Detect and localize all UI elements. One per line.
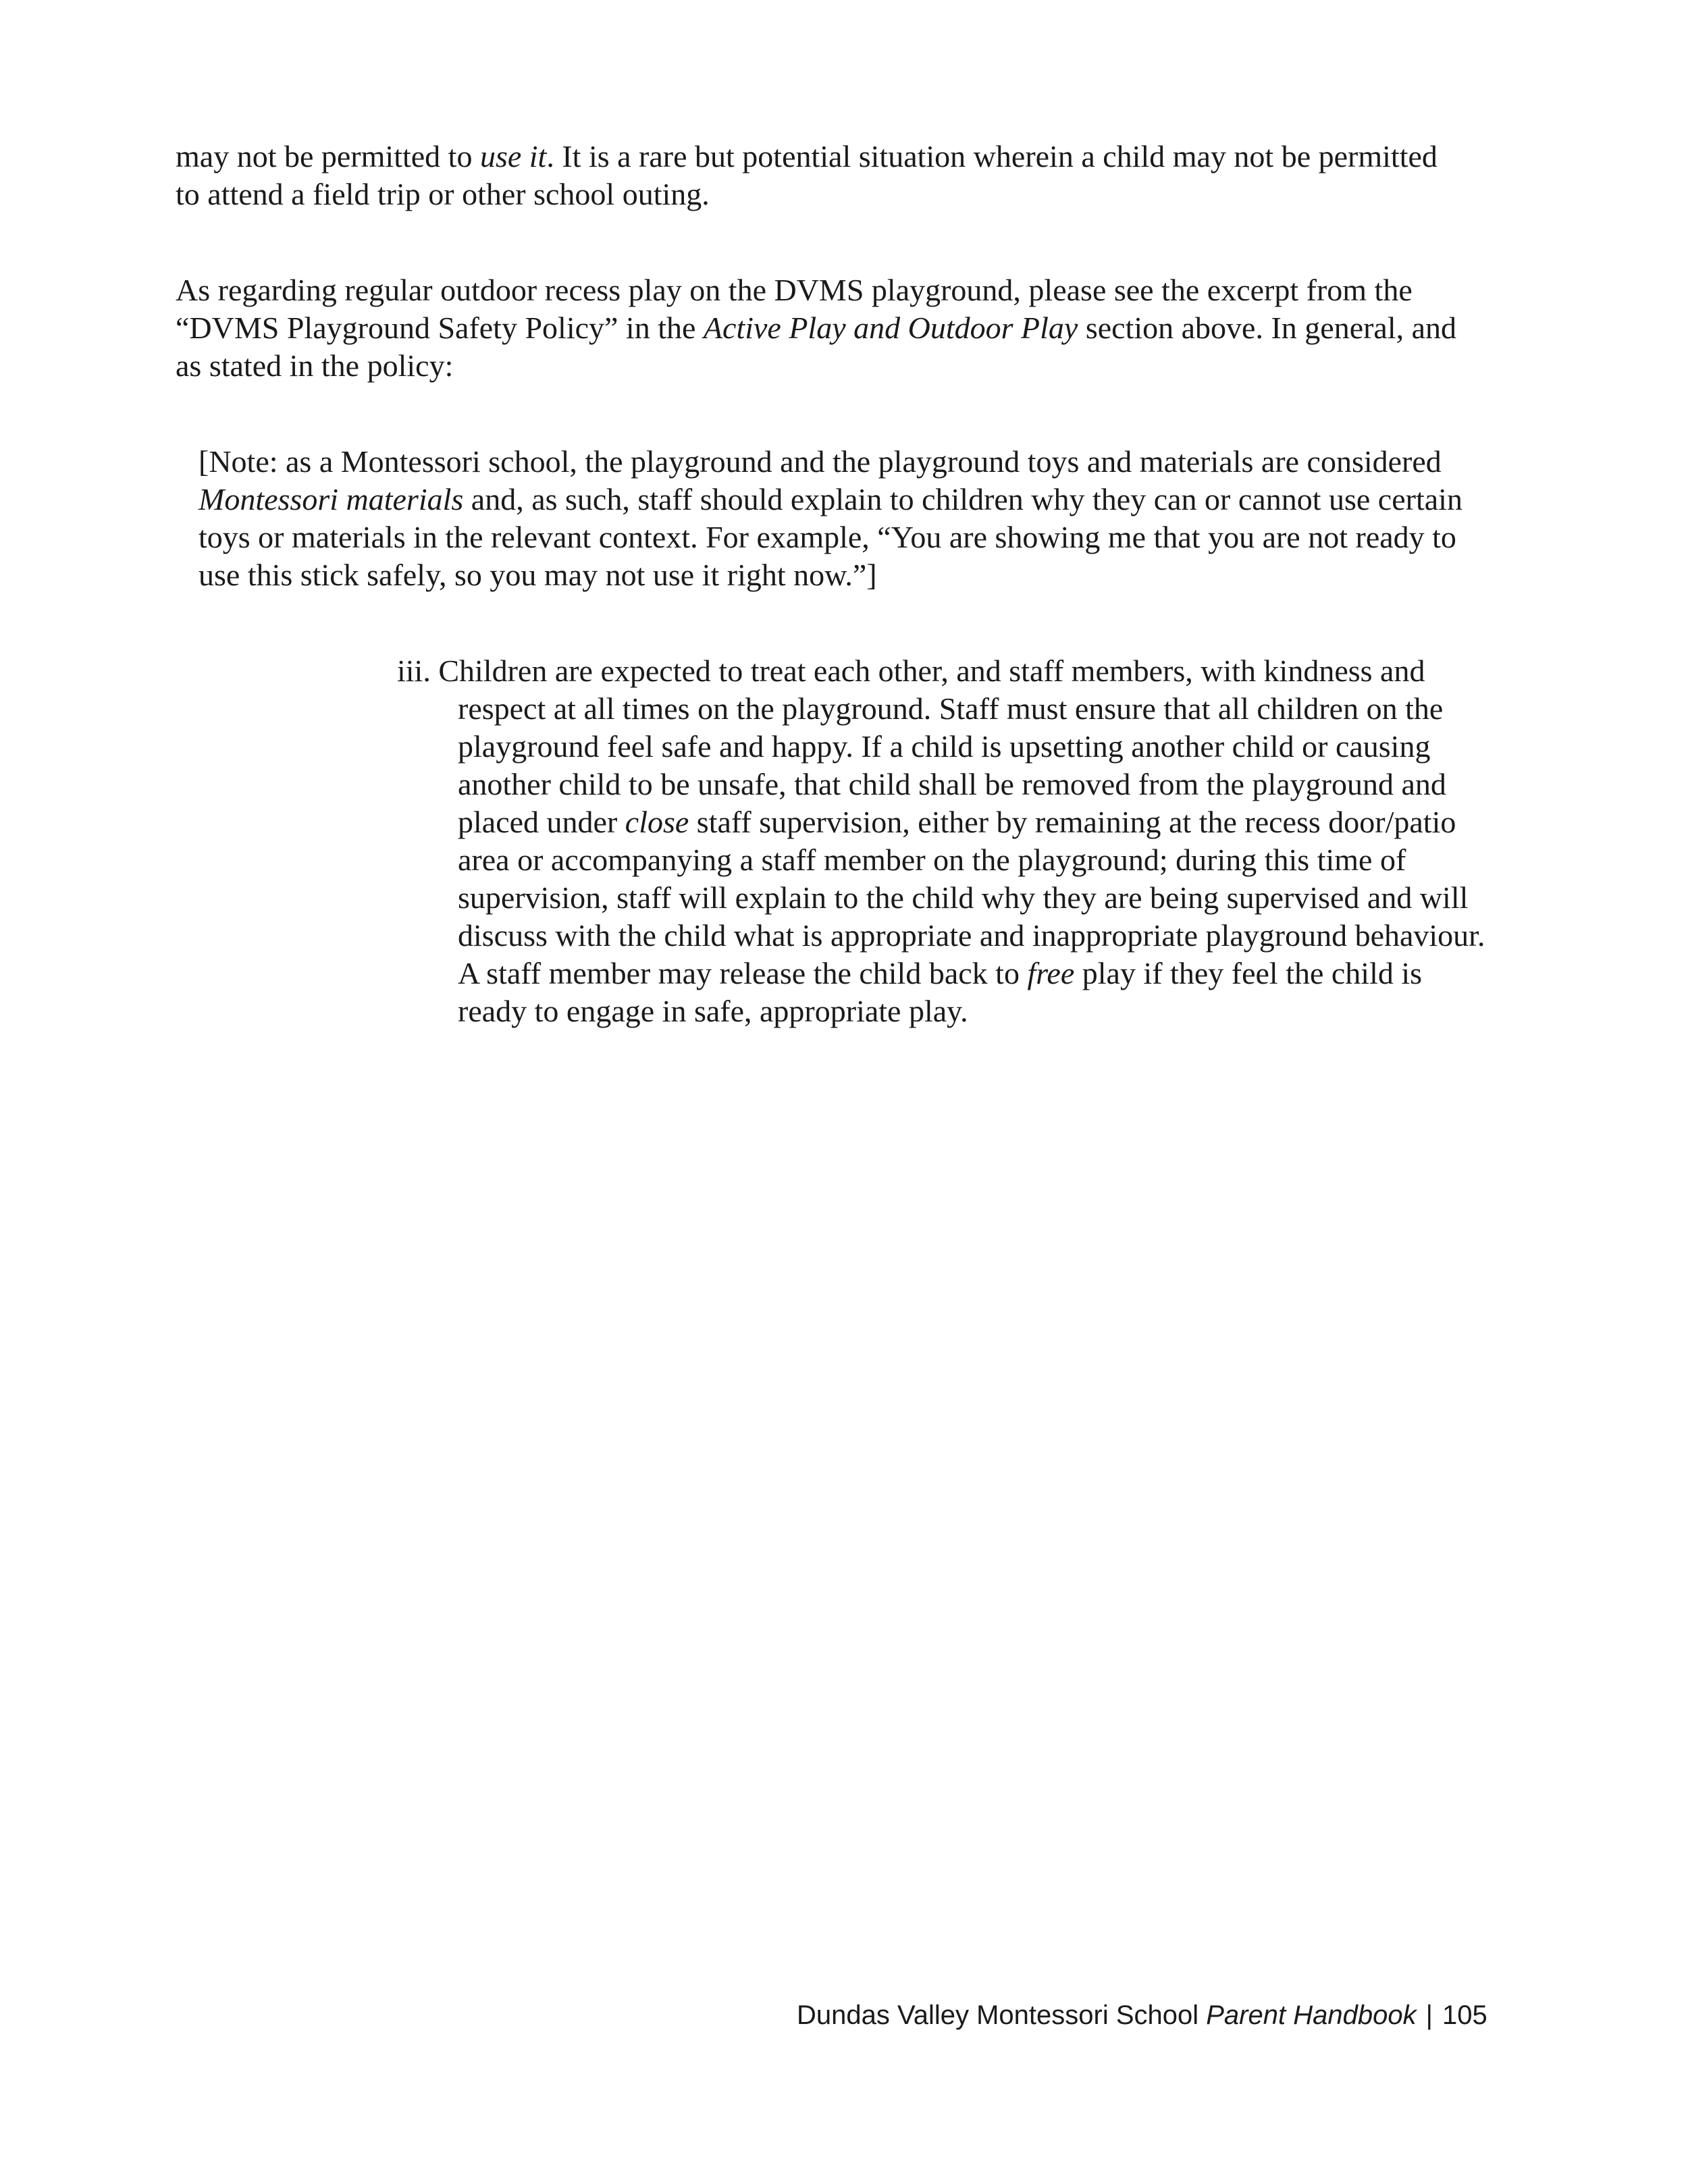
policy-note bbox=[199, 443, 1481, 594]
note-text-end: and, as such, staff should explain to children why they can or cannot use certain toys or materials in the relevant context. For example, “You are showing me that you are not ready to use this stick safely, so you may not use it right now.”] bbox=[199, 482, 1462, 592]
p1-italic: use it bbox=[479, 139, 547, 174]
p1-text-end: . It is a rare but potential situation wherein a child may not be permitted to attend a field trip or other school outing. bbox=[176, 139, 1438, 211]
footer-page-number: 105 bbox=[1442, 2000, 1487, 2030]
page-footer bbox=[797, 1998, 1506, 2032]
p2-text-end: section above. In general, and as stated in the policy: bbox=[176, 311, 1457, 383]
footer-school-name: Dundas Valley Montessori School bbox=[797, 2000, 1207, 2030]
p2-italic: Active Play and Outdoor Play bbox=[703, 311, 1078, 345]
note-text-start: [Note: as a Montessori school, the playground and the playground toys and materials are considered bbox=[199, 444, 1442, 479]
item3-italic-close: close bbox=[625, 805, 689, 839]
p2-text-start: As regarding regular outdoor recess play on the DVMS playground, please see the excerpt from the “DVMS Playground Safety Policy” in the bbox=[176, 273, 1413, 345]
policy-item-iii-body bbox=[397, 652, 1491, 1030]
note-italic: Montessori materials bbox=[199, 482, 464, 516]
list-marker: iii. bbox=[397, 654, 431, 688]
item3-text-2: staff supervision, either by remaining at the recess door/patio area or accompanying a staff member on the playground; during this time of supervision, staff will explain to the child why they are being supervised and will discuss with the child what is appropriate and inappropriate playground behaviour. A staff member may release the child back to bbox=[458, 805, 1485, 990]
footer-doc-title: Parent Handbook bbox=[1206, 2000, 1417, 2030]
footer-separator: | bbox=[1425, 2000, 1433, 2030]
item3-text-3: play if they feel the child is ready to engage in safe, appropriate play. bbox=[458, 956, 1423, 1028]
paragraph-recess-play bbox=[176, 271, 1458, 385]
p1-text-start: may not be permitted to bbox=[176, 139, 480, 174]
item3-italic-free: free bbox=[1027, 956, 1075, 990]
paragraph-field-trip bbox=[176, 138, 1458, 213]
policy-item-iii bbox=[397, 652, 1491, 1030]
item3-text-1: Children are expected to treat each other, and staff members, with kindness and respect at all times on the playground. Staff must ensure that all children on the playground feel safe and happy. If a child is upsetting another child or causing another child to be unsafe, that child shall be removed from the playground and placed under bbox=[430, 654, 1446, 839]
